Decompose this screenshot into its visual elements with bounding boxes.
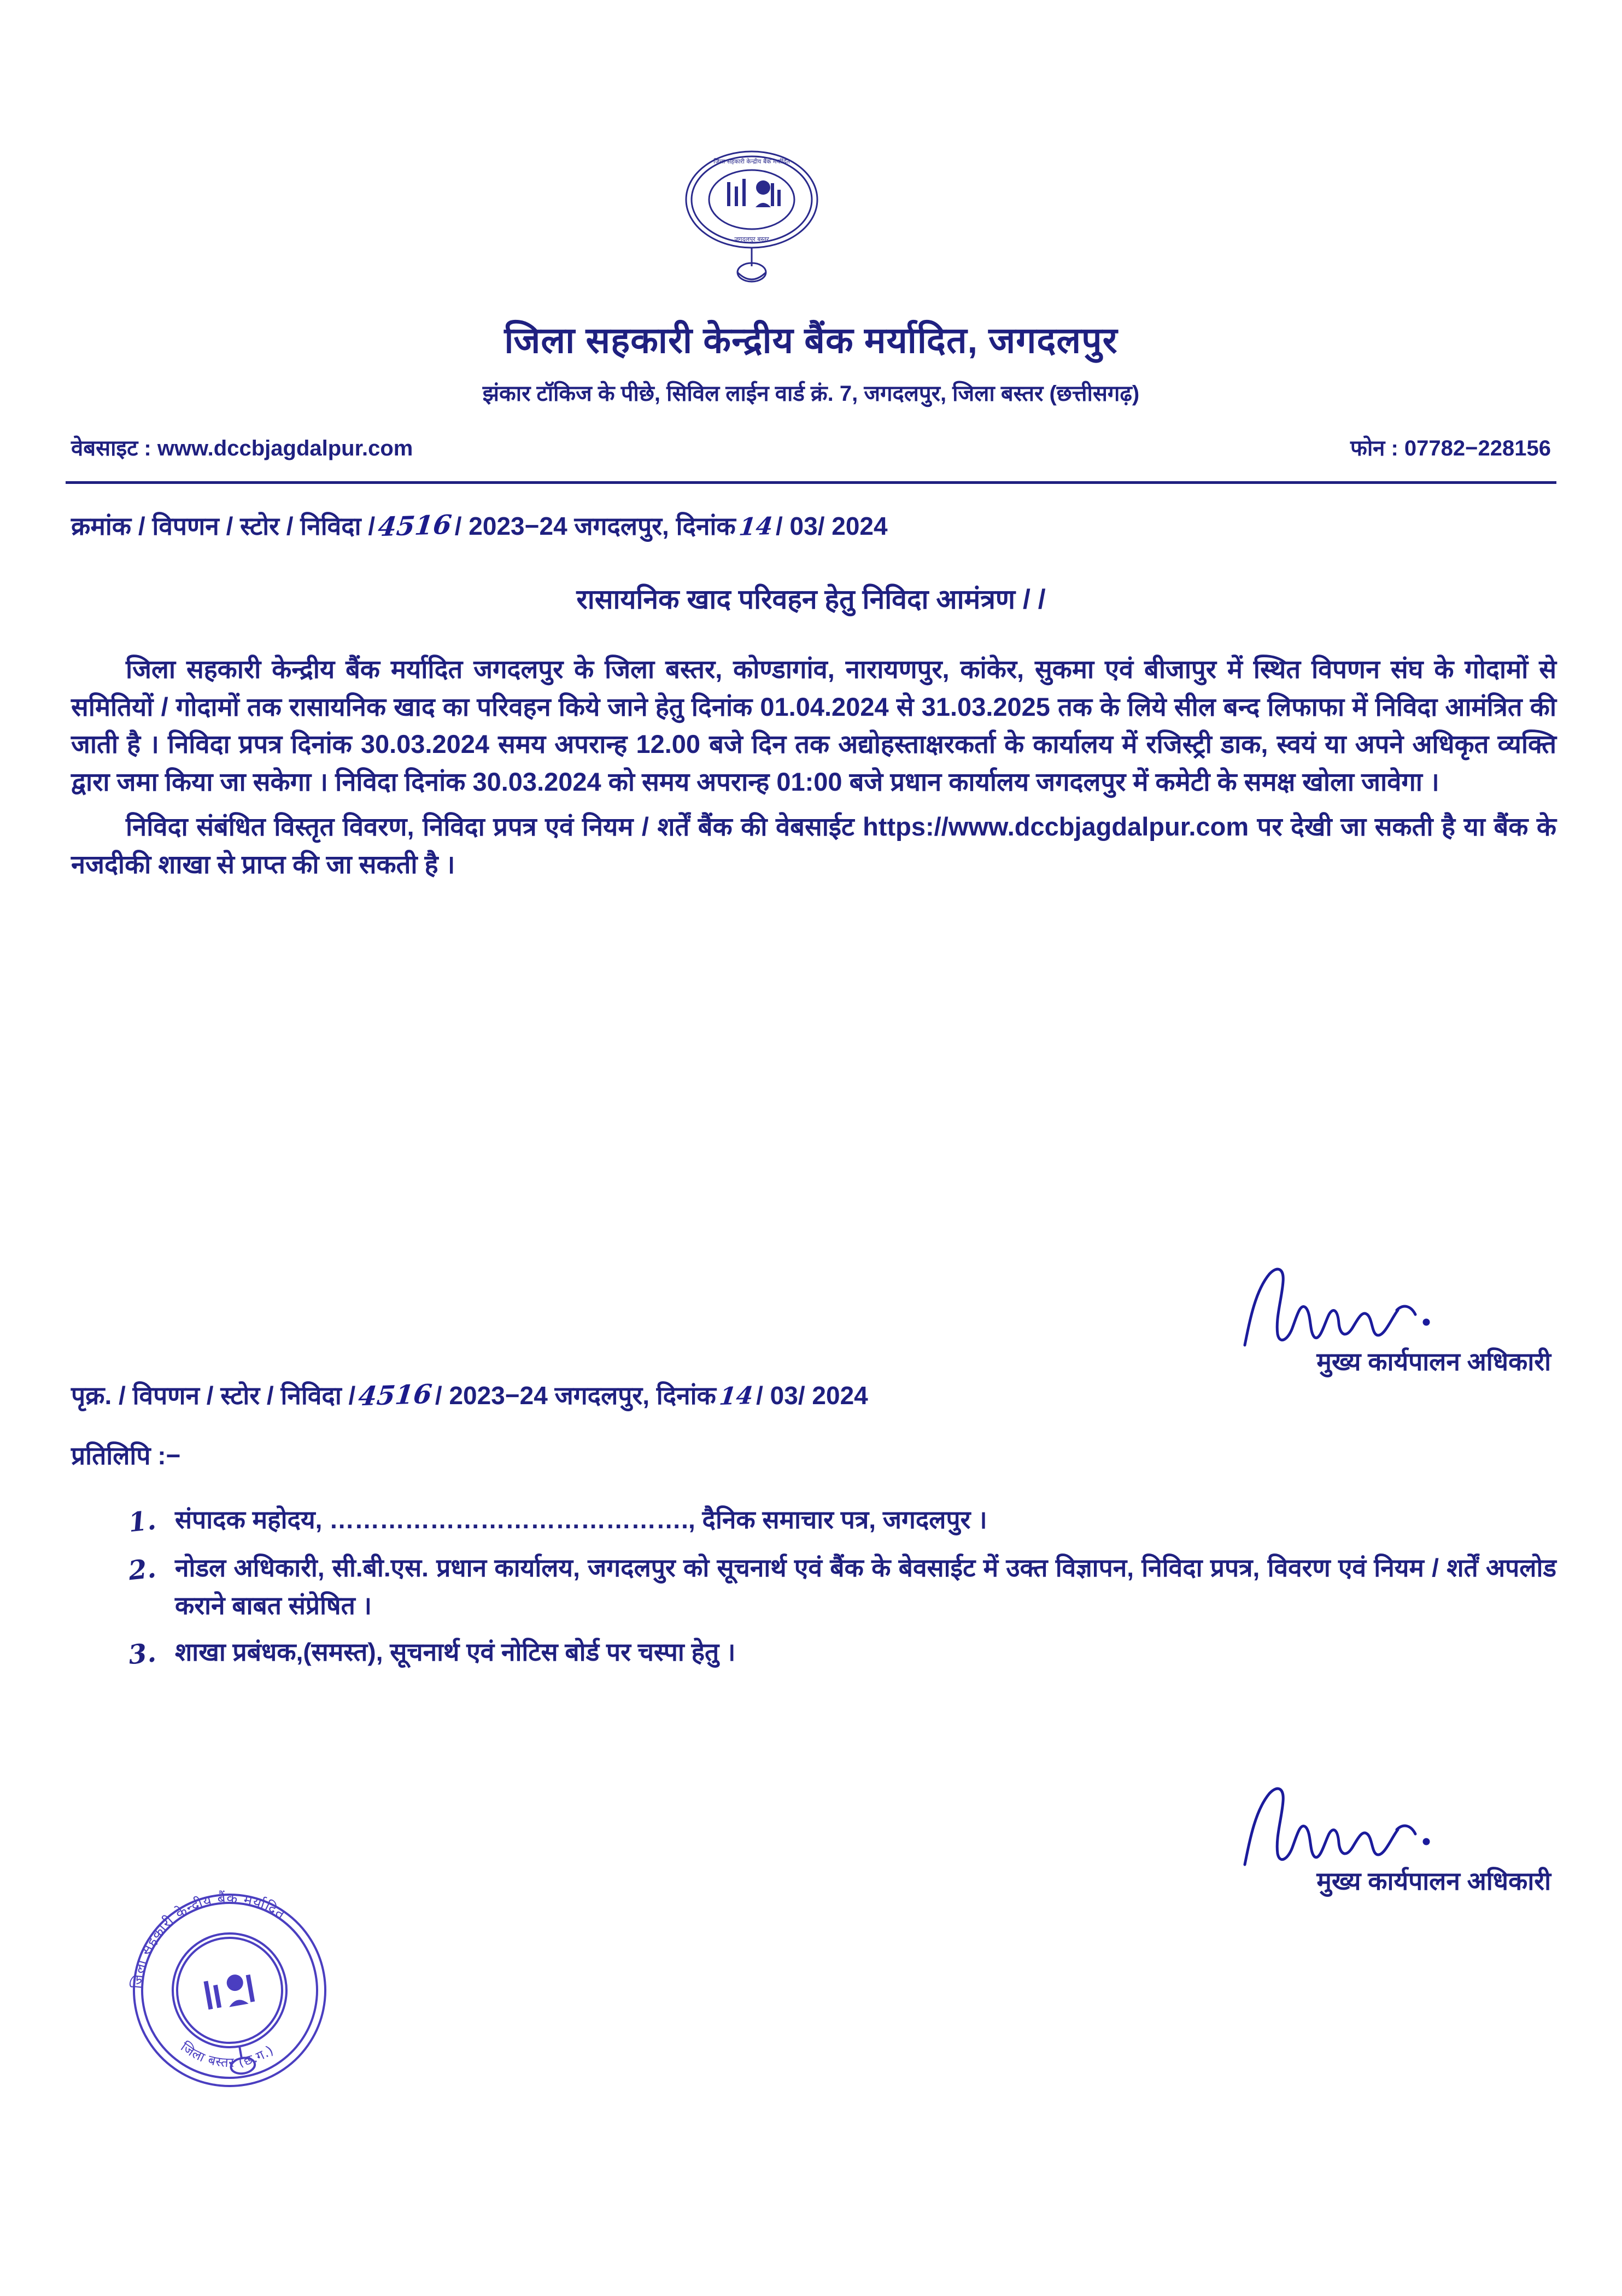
- ref-year: / 2023−24 जगदलपुर, दिनांक: [454, 512, 736, 540]
- reference-line-bottom: [71, 1378, 1551, 1412]
- para2-part1: निविदा संबंधित विस्तृत विवरण, निविदा प्रपत्र एवं नियम / शर्तें बैंक की वेबसाईट: [126, 812, 863, 842]
- ref2-day-handwritten: 14: [718, 1381, 754, 1411]
- list-item: [128, 1633, 1556, 1673]
- body-paragraph-1: जिला सहकारी केन्द्रीय बैंक मर्यादित जगदलपुर के जिला बस्तर, कोण्डागांव, नारायणपुर, कांकेर, सुकमा एवं बीजापुर में स्थित विपणन संघ के गोदामों से समितियों / गोदामों तक रासायनिक खाद का परिवहन किये जाने हेतु दिनांक 01.04.2024 से 31.03.2025 तक के लिये सील बन्द लिफाफा में निविदा आमंत्रित की जाती है । निविदा प्रपत्र दिनांक 30.03.2024 समय अपरान्ह 12.00 बजे दिन तक अद्योहस्ताक्षरकर्ता के कार्यालय में रजिस्ट्री डाक, स्वयं या अपने अधिकृत व्यक्ति द्वारा जमा किया जा सकेगा । निविदा दिनांक 30.03.2024 को समय अपरान्ह 01:00 बजे प्रधान कार्यालय जगदलपुर में कमेटी के समक्ष खोला जावेगा ।: [71, 655, 1556, 796]
- ref-yearpart: / 2024: [817, 512, 888, 540]
- ref-prefix: क्रमांक / विपणन / स्टोर / निविदा /: [71, 512, 376, 540]
- ref-number-handwritten: 4516: [376, 509, 453, 543]
- list-item: [128, 1549, 1556, 1625]
- list-item-number: 3.: [127, 1637, 157, 1671]
- bank-emblem: [661, 139, 858, 303]
- ref2-month: / 03: [756, 1381, 798, 1410]
- signature-block-bottom: [1059, 1793, 1551, 1897]
- list-item-number: 2.: [127, 1553, 157, 1587]
- reference-line-top: [71, 509, 1551, 542]
- list-item-text: नोडल अधिकारी, सी.बी.एस. प्रधान कार्यालय, जगदलपुर को सूचनार्थ एवं बैंक के बेवसाईट में उक्त विज्ञापन, निविदा प्रपत्र, विवरण एवं नियम / शर्तें अपलोड कराने बाबत संप्रेषित ।: [175, 1553, 1556, 1620]
- ref-month: / 03: [775, 512, 818, 540]
- svg-text:जिला बस्तर (छ.ग.): जिला बस्तर (छ.ग.): [178, 2039, 277, 2071]
- header-divider: [66, 481, 1556, 484]
- round-office-seal: [90, 1851, 369, 2130]
- signature-label-top: मुख्य कार्यपालन अधिकारी: [1316, 1347, 1551, 1376]
- list-item-number: 1.: [127, 1505, 157, 1539]
- svg-text:जिला सहकारी केन्द्रीय बैंक मर्: जिला सहकारी केन्द्रीय बैंक मर्यादित: [713, 158, 790, 165]
- ref2-number-handwritten: 4516: [357, 1378, 434, 1412]
- list-item-text: संपादक महोदय, ……………………………………., दैनिक समाचार पत्र, जगदलपुर ।: [175, 1505, 987, 1534]
- ref2-prefix: पृक्र. / विपणन / स्टोर / निविदा /: [71, 1381, 356, 1410]
- bank-title: जिला सहकारी केन्द्रीय बैंक मर्यादित, जगदलपुर: [504, 320, 1118, 360]
- contact-row: [71, 432, 1551, 462]
- copy-to-label: प्रतिलिपि :−: [71, 1441, 181, 1470]
- ref2-yearpart: / 2024: [798, 1381, 868, 1410]
- svg-text:जिला सहकारी केन्द्रीय बैंक मर्: जिला सहकारी केन्द्रीय बैंक मर्यादित: [129, 1890, 289, 1990]
- list-item: [128, 1501, 1556, 1540]
- list-item-text: शाखा प्रबंधक,(समस्त), सूचनार्थ एवं नोटिस बोर्ड पर चस्पा हेतु ।: [175, 1638, 736, 1666]
- document-subject: रासायनिक खाद परिवहन हेतु निविदा आमंत्रण / /: [576, 584, 1046, 615]
- signature-label-bottom: मुख्य कार्यपालन अधिकारी: [1316, 1867, 1551, 1895]
- ref-day-handwritten: 14: [737, 512, 774, 542]
- ref2-year: / 2023−24 जगदलपुर, दिनांक: [435, 1381, 716, 1410]
- body-paragraph-2: [71, 808, 1556, 883]
- document-body: [71, 651, 1556, 891]
- distribution-list: [128, 1501, 1556, 1681]
- bank-address: झंकार टॉकिज के पीछे, सिविल लाईन वार्ड क्रं. 7, जगदलपुर, जिला बस्तर (छत्तीसगढ़): [482, 382, 1140, 406]
- website-label: वेबसाइट : www.dccbjagdalpur.com: [71, 436, 413, 460]
- tender-website-url[interactable]: https://www.dccbjagdalpur.com: [863, 812, 1249, 842]
- phone-label: फोन : 07782−228156: [1350, 436, 1551, 460]
- svg-text:जगदलपुर बस्तर: जगदलपुर बस्तर: [734, 236, 769, 243]
- para2-part2: पर देखी जा सकती है या बैंक के नजदीकी शाखा से प्राप्त की जा सकती है ।: [71, 812, 1556, 879]
- signature-block-top: [1059, 1274, 1551, 1378]
